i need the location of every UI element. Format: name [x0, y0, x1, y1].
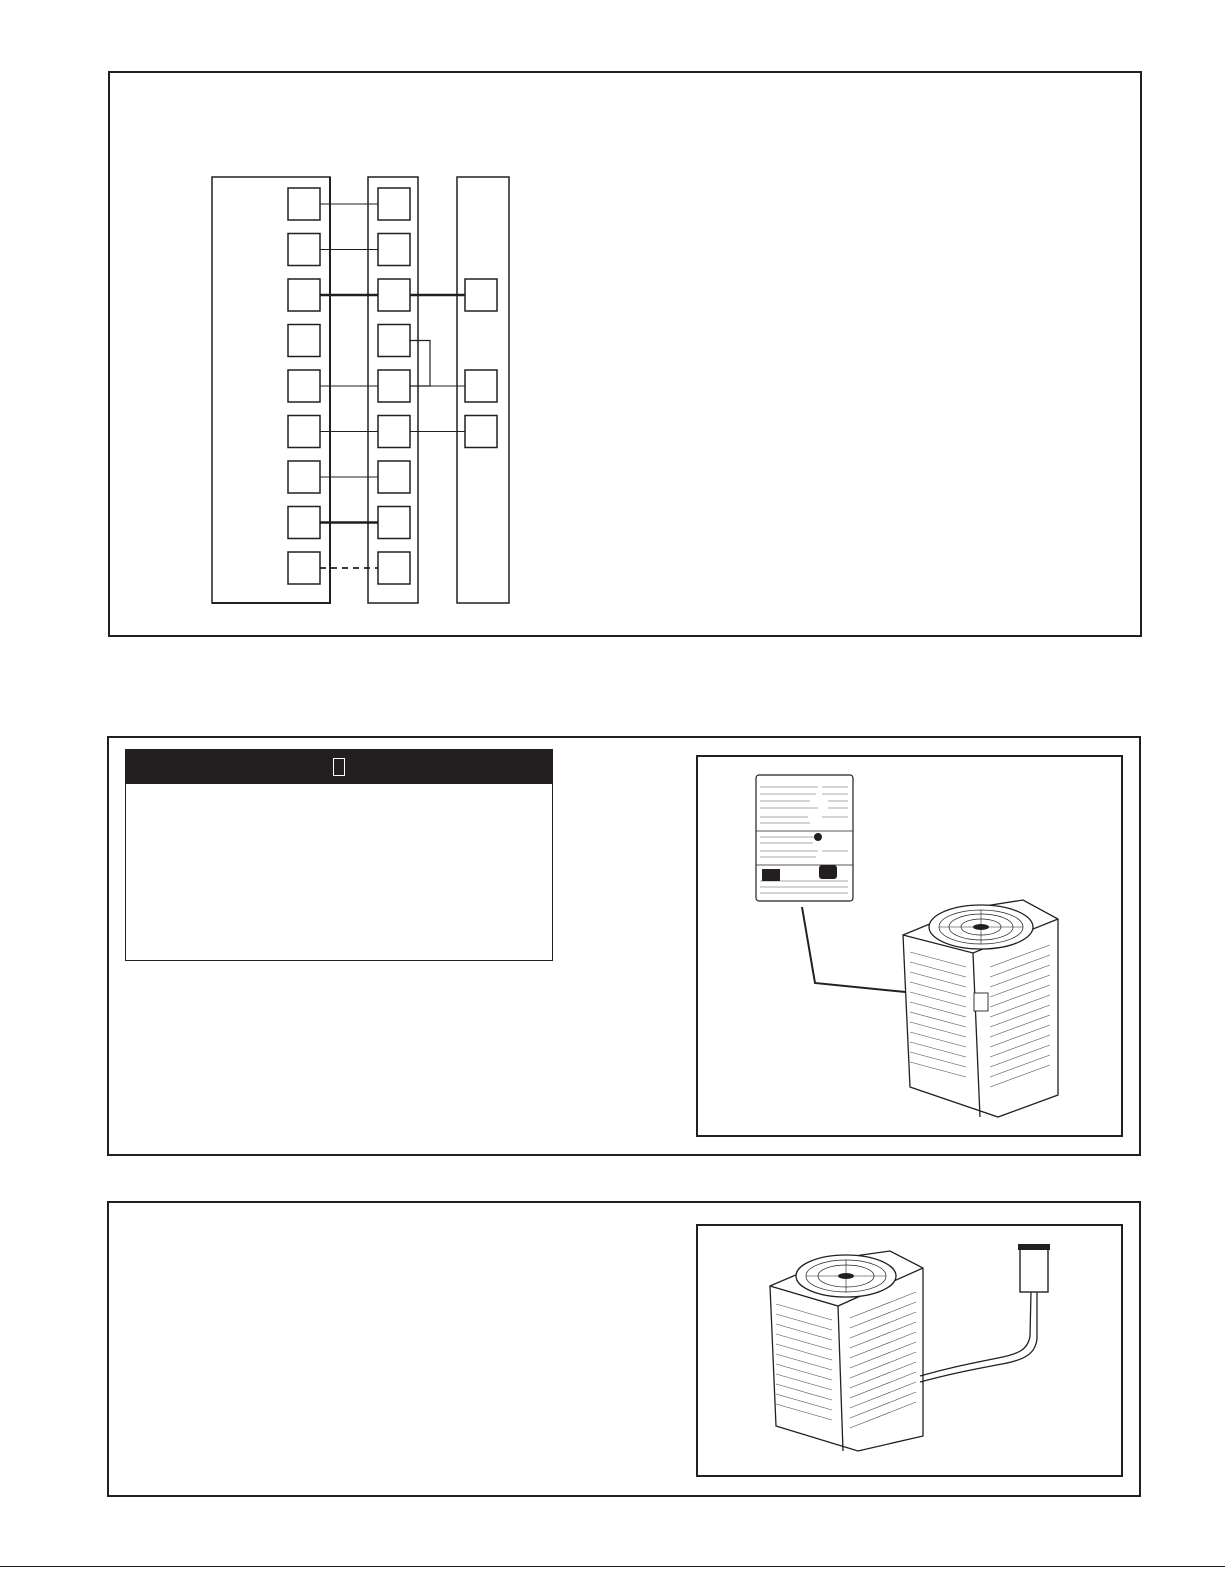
terminal-right-1: [465, 279, 497, 311]
terminal-middle-2: [378, 234, 410, 266]
warning-body: [125, 784, 553, 961]
terminal-left-3: [288, 279, 320, 311]
terminal-left-8: [288, 507, 320, 539]
conduit-icon: [920, 1292, 1037, 1382]
terminal-middle-6: [378, 416, 410, 448]
disconnect-figure: [696, 1224, 1123, 1477]
terminal-left-5: [288, 370, 320, 402]
condenser-unit-icon: [903, 900, 1058, 1117]
disconnect-box-icon: [1018, 1244, 1050, 1292]
wiring-diagram: [110, 73, 1140, 635]
terminal-middle-3: [378, 279, 410, 311]
nameplate-panel: [107, 736, 1141, 1156]
terminal-middle-1: [378, 188, 410, 220]
terminal-left-7: [288, 461, 320, 493]
terminal-middle-8: [378, 507, 410, 539]
terminal-left-6: [288, 416, 320, 448]
terminal-middle-4: [378, 325, 410, 357]
nameplate-figure: [696, 755, 1123, 1137]
warning-header: [125, 749, 553, 784]
disconnect-illustration: [698, 1226, 1121, 1475]
terminal-right-3: [465, 416, 497, 448]
wiring-diagram-panel: [108, 71, 1142, 637]
warning-glyph-icon: [333, 758, 345, 776]
disconnect-panel: [107, 1201, 1141, 1497]
terminal-left-2: [288, 234, 320, 266]
terminal-middle-9: [378, 552, 410, 584]
terminal-left-9: [288, 552, 320, 584]
wire-jumper-4: [410, 341, 430, 387]
condenser-unit-icon: [770, 1251, 923, 1451]
nameplate-label-icon: [756, 775, 853, 901]
terminal-middle-5: [378, 370, 410, 402]
terminal-left-4: [288, 325, 320, 357]
terminal-middle-7: [378, 461, 410, 493]
terminal-right-2: [465, 370, 497, 402]
nameplate-illustration: [698, 757, 1121, 1135]
page-footer-rule: [0, 1566, 1225, 1567]
terminal-left-1: [288, 188, 320, 220]
